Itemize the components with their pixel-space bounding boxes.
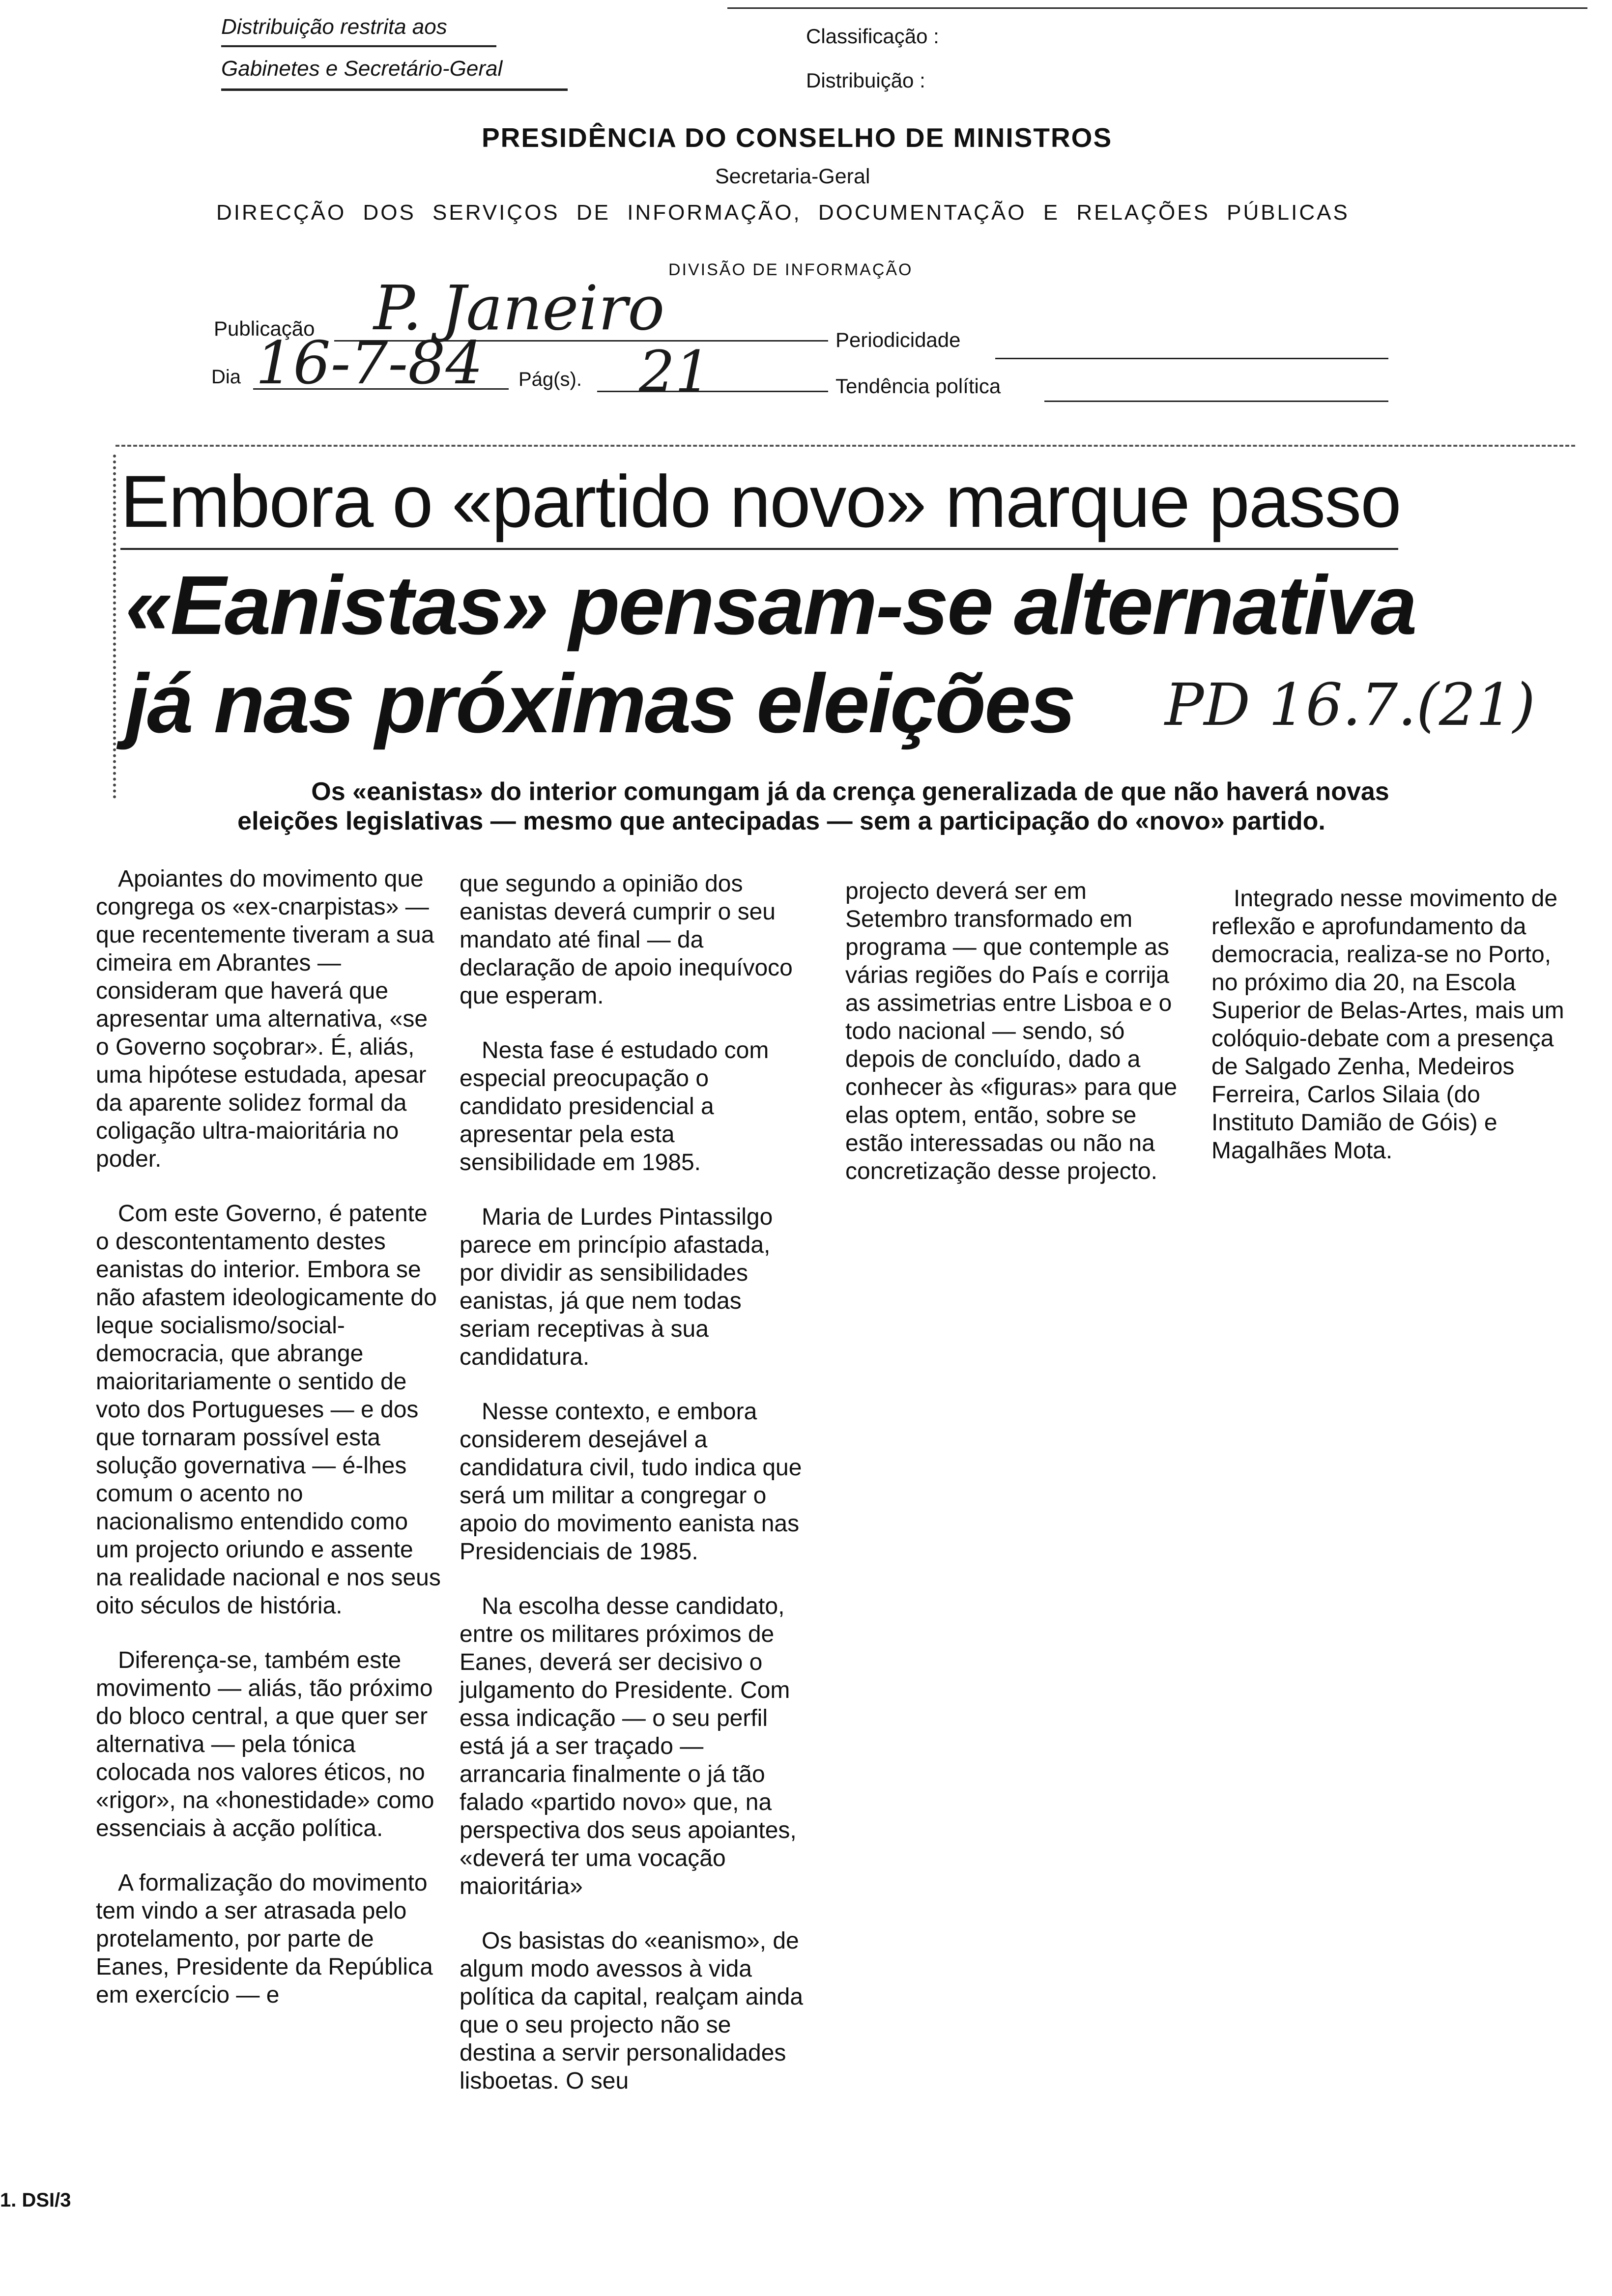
article-column-3 [845,877,1189,1185]
distribution-restriction-line1: Distribuição restrita aos [221,15,447,39]
secretariat-title: Secretaria-Geral [715,165,870,188]
pages-value: 21 [639,339,711,405]
day-label: Dia [211,366,241,388]
article-kicker: Embora o «partido novo» marque passo [120,460,1401,543]
col3-paragraph-1: projecto deverá ser em Setembro transformado em programa — que contemple as várias regiões do País e corrija as assimetrias entre Lisboa e o todo nacional — sendo, só depois de concluído, dado a conhecer às «figuras» para que elas optem, então, sobre se estão interessadas ou não na concretização desse projecto. [845,878,1178,1184]
col2-paragraph-6: Os basistas do «eanismo», de algum modo avessos à vida política da capital, realçam ainda que o seu projecto não se destina a servir personalidades lisboetas. O seu [460,1928,804,2094]
pages-underline [597,391,828,392]
col2-paragraph-2: Nesta fase é estudado com especial preocupação o candidato presidencial a apresentar pela esta sensibilidade em 1985. [460,1037,769,1176]
header-rule-top [727,7,1587,9]
periodicity-label: Periodicidade [835,328,961,351]
clipping-edge-left [113,455,116,799]
col1-paragraph-1: Apoiantes do movimento que congrega os «ex-cnarpistas» — que recentemente tiveram a sua cimeira em Abrantes — consideram que haverá que apresentar uma alternativa, «se o Governo soçobrar». É, aliás, uma hipótese estudada, apesar da aparente solidez formal da coligação ultra-maioritária no poder. [96,866,434,1172]
article-headline-line1: «Eanistas» pensam-se alternativa [125,559,1416,652]
form-code: 1. DSI/3 [0,2189,71,2211]
kicker-underline [120,548,1398,550]
division-title: DIVISÃO DE INFORMAÇÃO [668,260,913,279]
tendency-underline [1044,401,1388,402]
day-value: 16-7-84 [256,329,483,398]
col2-paragraph-4: Nesse contexto, e embora considerem desejável a candidatura civil, tudo indica que será um militar a congregar o apoio do movimento eanista nas Presidenciais de 1985. [460,1399,802,1565]
article-column-2 [460,870,806,2095]
article-headline-line2: já nas próximas eleições [125,657,1075,750]
classification-label: Classificação : [806,25,939,48]
publication-label: Publicação [214,317,315,340]
distribution-restriction-line2: Gabinetes e Secretário-Geral [221,57,503,81]
directorate-title: DIRECÇÃO DOS SERVIÇOS DE INFORMAÇÃO, DOCUMENTAÇÃO E RELAÇÕES PÚBLICAS [216,201,1350,225]
col2-paragraph-1: que segundo a opinião dos eanistas deverá cumprir o seu mandato até final — da declaração de apoio inequívoco que esperam. [460,871,793,1009]
col2-paragraph-5: Na escolha desse candidato, entre os militares próximos de Eanes, deverá ser decisivo o julgamento do Presidente. Com essa indicação — o seu perfil está já a ser traçado — arrancaria finalmente o já tão falado «partido novo» que, na perspectiva dos seus apoiantes, «deverá ter uma vocação maioritária» [460,1593,797,1899]
publication-value: P. Janeiro [374,273,665,344]
tendency-label: Tendência política [835,374,1001,398]
header-rule-1 [221,45,496,47]
pages-label: Pág(s). [518,369,582,390]
col2-paragraph-3: Maria de Lurdes Pintassilgo parece em princípio afastada, por dividir as sensibilidades eanistas, já que nem todas seriam receptivas à sua candidatura. [460,1204,773,1370]
distribution-label: Distribuição : [806,69,925,92]
periodicity-underline [995,358,1388,359]
col1-paragraph-3: Diferença-se, também este movimento — aliás, tão próximo do bloco central, a que quer ser alternativa — pela tónica colocada nos valores éticos, no «rigor», na «honestidade» como essenciais à acção política. [96,1647,434,1841]
article-lead-line1: Os «eanistas» do interior comungam já da crença generalizada de que não haverá novas [311,777,1389,806]
article-column-4 [1211,885,1565,1165]
col1-paragraph-2: Com este Governo, é patente o descontentamento destes eanistas do interior. Embora se não afastem ideologicamente do leque socialismo/social-democracia, que abrange maioritariamente o sentido de voto dos Portugueses — e dos que tornaram possível esta solução governativa — é-lhes comum o acento no nacionalismo entendido como um projecto oriundo e assente na realidade nacional e nos seus oito séculos de história. [96,1201,441,1619]
day-underline [253,388,509,390]
organization-title: PRESIDÊNCIA DO CONSELHO DE MINISTROS [482,122,1113,153]
handwritten-reference: PD 16.7.(21) [1165,671,1535,739]
article-lead-line2: eleições legislativas — mesmo que antecipadas — sem a participação do «novo» partido. [237,807,1325,835]
col1-paragraph-4: A formalização do movimento tem vindo a ser atrasada pelo protelamento, por parte de Eanes, Presidente da República em exercício — e [96,1870,433,2008]
article-column-1 [96,865,445,2009]
header-rule-2 [221,88,568,91]
clipping-edge-top [115,445,1575,447]
col4-paragraph-1: Integrado nesse movimento de reflexão e aprofundamento da democracia, realiza-se no Porto, no próximo dia 20, na Escola Superior de Belas-Artes, mais um colóquio-debate com a presença de Salgado Zenha, Medeiros Ferreira, Carlos Silaia (do Instituto Damião de Góis) e Magalhães Mota. [1211,886,1564,1164]
